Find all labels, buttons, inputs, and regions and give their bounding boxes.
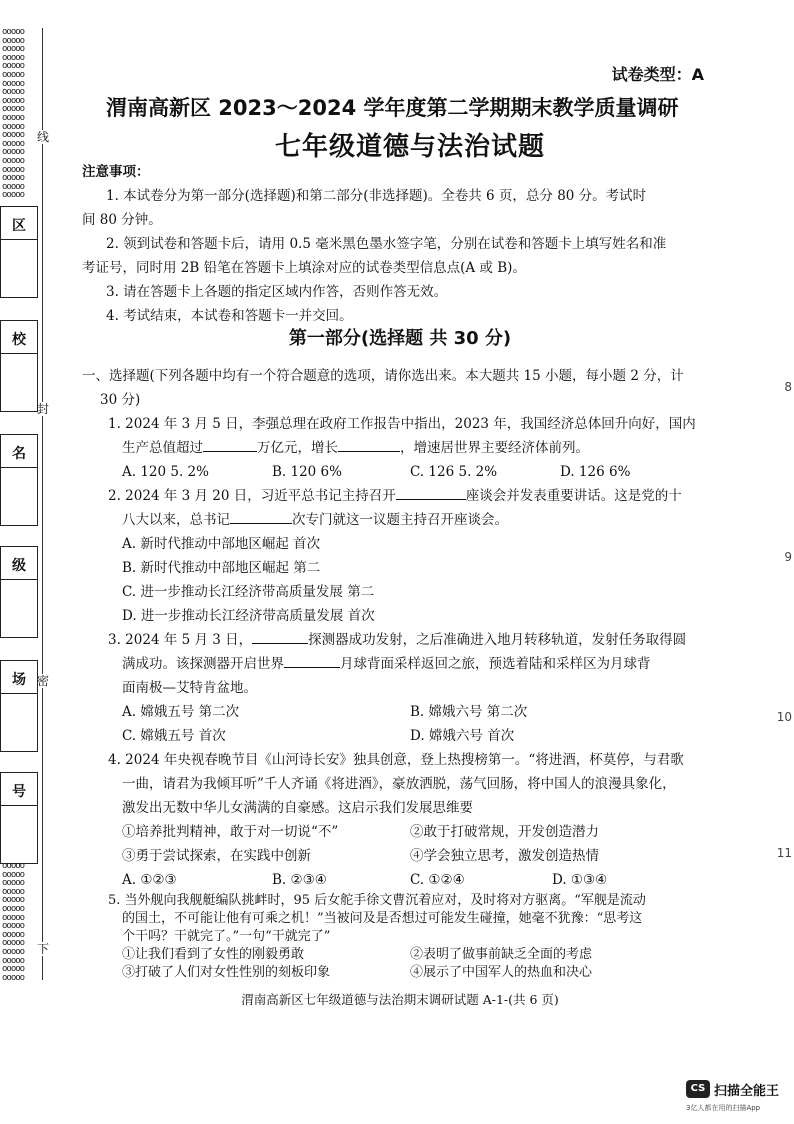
q3-text-b: 探测器成功发射，之后准确进入地月转移轨道，发射任务取得圆 [308, 632, 687, 648]
q3-option-a[interactable]: A. 嫦娥五号 第二次 [122, 704, 240, 720]
q5-line2: 的国土，不可能让他有可乘之机！”当被问及是否想过可能发生碰撞，她毫不犹豫：“思考这 [122, 911, 643, 926]
field-exam-room[interactable] [0, 660, 38, 752]
q3-option-b[interactable]: B. 嫦娥六号 第二次 [410, 704, 528, 720]
q5-statement-2: ②表明了做事前缺乏全面的考虑 [410, 947, 593, 962]
binding-label-xia: 下 [36, 942, 49, 956]
q4-line3: 激发出无数中华儿女满满的自豪感。这启示我们发展思维要 [122, 800, 473, 816]
exam-type-label: 试卷类型：A [611, 65, 704, 84]
page-footer: 渭南高新区七年级道德与法治期末调研试题 A-1-(共 6 页) [241, 992, 559, 1007]
q1-option-a[interactable]: A. 120 5. 2% [122, 464, 209, 480]
field-name[interactable] [0, 434, 38, 526]
field-district-label: 区 [12, 218, 26, 234]
q1-line2 [122, 436, 589, 460]
binding-line [42, 28, 43, 980]
q3-line3: 面南极—艾特肯盆地。 [122, 680, 257, 696]
q1-option-c[interactable]: C. 126 5. 2% [410, 464, 498, 480]
q2-option-c[interactable]: C. 进一步推动长江经济带高质量发展 第二 [122, 584, 375, 600]
binding-label-xian: 线 [36, 130, 49, 144]
q4-line2: 一曲，请君为我倾耳听”千人齐诵《将进酒》，豪放洒脱，荡气回肠，将中国人的浪漫具象化， [122, 776, 676, 792]
margin-number-9: 9 [784, 550, 792, 564]
q3-option-c[interactable]: C. 嫦娥五号 首次 [122, 728, 226, 744]
q5-statement-4: ④展示了中国军人的热血和决心 [410, 965, 593, 980]
notice-item2-a: 2. 领到试卷和答题卡后，请用 0.5 毫米黑色墨水签字笔，分别在试卷和答题卡上填写姓名和准 [106, 236, 667, 252]
q4-option-c[interactable]: C. ①②④ [410, 872, 465, 888]
q4-option-b[interactable]: B. ②③④ [272, 872, 327, 888]
section1-title: 第一部分(选择题 共 30 分) [288, 328, 512, 349]
notice-item2-b: 考证号，同时用 2B 铅笔在答题卡上填涂对应的试卷类型信息点(A 或 B)。 [82, 260, 526, 276]
section-instruction-a: 一、选择题(下列各题中均有一个符合题意的选项，请你选出来。本大题共 15 小题，每小题 2 分，计 [82, 368, 684, 384]
notice-item3: 3. 请在答题卡上各题的指定区域内作答，否则作答无效。 [106, 284, 448, 300]
margin-number-11: 11 [776, 846, 792, 860]
q4-line1: 4. 2024 年央视春晚节目《山河诗长安》独具创意，登上热搜榜第一。“将进酒，杯莫停，与君歌 [108, 752, 684, 768]
margin-number-8: 8 [784, 380, 792, 394]
section-instruction-b: 30 分) [100, 392, 141, 408]
exam-title-line2: 七年级道德与法治试题 [274, 132, 545, 162]
q2-option-a[interactable]: A. 新时代推动中部地区崛起 首次 [122, 536, 321, 552]
q3-blank-1 [252, 629, 308, 644]
q5-statement-3: ③打破了人们对女性性别的刻板印象 [122, 965, 331, 980]
q4-statement-3: ③勇于尝试探索，在实践中创新 [122, 848, 311, 864]
q2-text-b: 座谈会并发表重要讲话。这是党的十 [465, 488, 682, 504]
q1-option-b[interactable]: B. 120 6% [272, 464, 342, 480]
q5-line1: 5. 当外舰向我舰艇编队挑衅时，95 后女舵手徐文曹沉着应对，及时将对方驱离。“军舰是流动 [108, 893, 646, 908]
q2-text-a: 2. 2024 年 3 月 20 日，习近平总书记主持召开 [108, 488, 396, 504]
field-class[interactable] [0, 546, 38, 638]
q4-option-a[interactable]: A. ①②③ [122, 872, 177, 888]
q1-text-b: 万亿元，增长 [257, 440, 338, 456]
binding-label-feng: 封 [36, 402, 49, 416]
field-district[interactable] [0, 206, 38, 298]
field-seat-number-label: 号 [12, 784, 26, 800]
notice-item4: 4. 考试结束，本试卷和答题卡一并交回。 [106, 308, 353, 324]
q2-text-d: 次专门就这一议题主持召开座谈会。 [292, 512, 508, 528]
field-class-label: 级 [12, 558, 26, 574]
notice-item1-b: 间 80 分钟。 [82, 212, 162, 228]
q2-line2 [122, 508, 508, 532]
q2-blank-1 [396, 485, 466, 500]
q3-line1 [108, 628, 686, 652]
q2-text-c: 八大以来，总书记 [122, 512, 230, 528]
q1-option-d[interactable]: D. 126 6% [560, 464, 631, 480]
q2-line1 [108, 484, 682, 508]
q4-option-d[interactable]: D. ①③④ [552, 872, 608, 888]
q4-statement-2: ②敢于打破常规，开发创造潜力 [410, 824, 599, 840]
q5-statement-1: ①让我们看到了女性的刚毅勇敢 [122, 947, 305, 962]
binding-label-mi: 密 [36, 674, 49, 688]
binding-holes-top: ooooo ooooo ooooo ooooo ooooo ooooo ooooo ooooo ooooo ooooo ooooo ooooo ooooo ooooo ooooo ooooo ooooo ooooo ooooo ooooo [2, 27, 25, 201]
q5-line3: 个干吗？干就完了。”一句“干就完了” [122, 929, 331, 944]
field-school[interactable] [0, 320, 38, 412]
camscanner-logo-icon: CS [686, 1080, 710, 1098]
q3-text-c: 满成功。该探测器开启世界 [122, 656, 284, 672]
q3-blank-2 [284, 653, 340, 668]
q4-statement-4: ④学会独立思考，激发创造热情 [410, 848, 599, 864]
q1-blank-2 [338, 437, 400, 452]
q1-blank-1 [203, 437, 257, 452]
field-seat-number[interactable] [0, 772, 38, 864]
binding-holes-bottom: ooooo ooooo ooooo ooooo ooooo ooooo ooooo ooooo ooooo ooooo ooooo ooooo ooooo ooooo [2, 861, 25, 983]
field-name-label: 名 [12, 446, 26, 462]
q4-statement-1: ①培养批判精神，敢于对一切说“不” [122, 824, 339, 840]
notice-item1-a: 1. 本试卷分为第一部分(选择题)和第二部分(非选择题)。全卷共 6 页，总分 80 分。考试时 [106, 188, 647, 204]
q2-blank-2 [230, 509, 292, 524]
q3-text-a: 3. 2024 年 5 月 3 日， [108, 632, 253, 648]
camscanner-tagline: 3亿人都在用的扫描App [686, 1104, 761, 1112]
q1-text-c: ，增速居世界主要经济体前列。 [400, 440, 589, 456]
q2-option-b[interactable]: B. 新时代推动中部地区崛起 第二 [122, 560, 321, 576]
q1-text-a: 生产总值超过 [122, 440, 203, 456]
margin-number-10: 10 [776, 710, 792, 724]
field-exam-room-label: 场 [12, 672, 26, 688]
exam-title-line1: 渭南高新区 2023～2024 学年度第二学期期末教学质量调研 [106, 96, 679, 120]
camscanner-name: 扫描全能王 [714, 1084, 780, 1099]
q3-line2 [122, 652, 651, 676]
notice-heading: 注意事项： [82, 164, 150, 180]
q1-line1: 1. 2024 年 3 月 5 日，李强总理在政府工作报告中指出，2023 年，我国经济总体回升向好，国内 [108, 416, 696, 432]
q3-text-d: 月球背面采样返回之旅，预选着陆和采样区为月球背 [340, 656, 651, 672]
q3-option-d[interactable]: D. 嫦娥六号 首次 [410, 728, 515, 744]
q2-option-d[interactable]: D. 进一步推动长江经济带高质量发展 首次 [122, 608, 375, 624]
field-school-label: 校 [12, 332, 26, 348]
